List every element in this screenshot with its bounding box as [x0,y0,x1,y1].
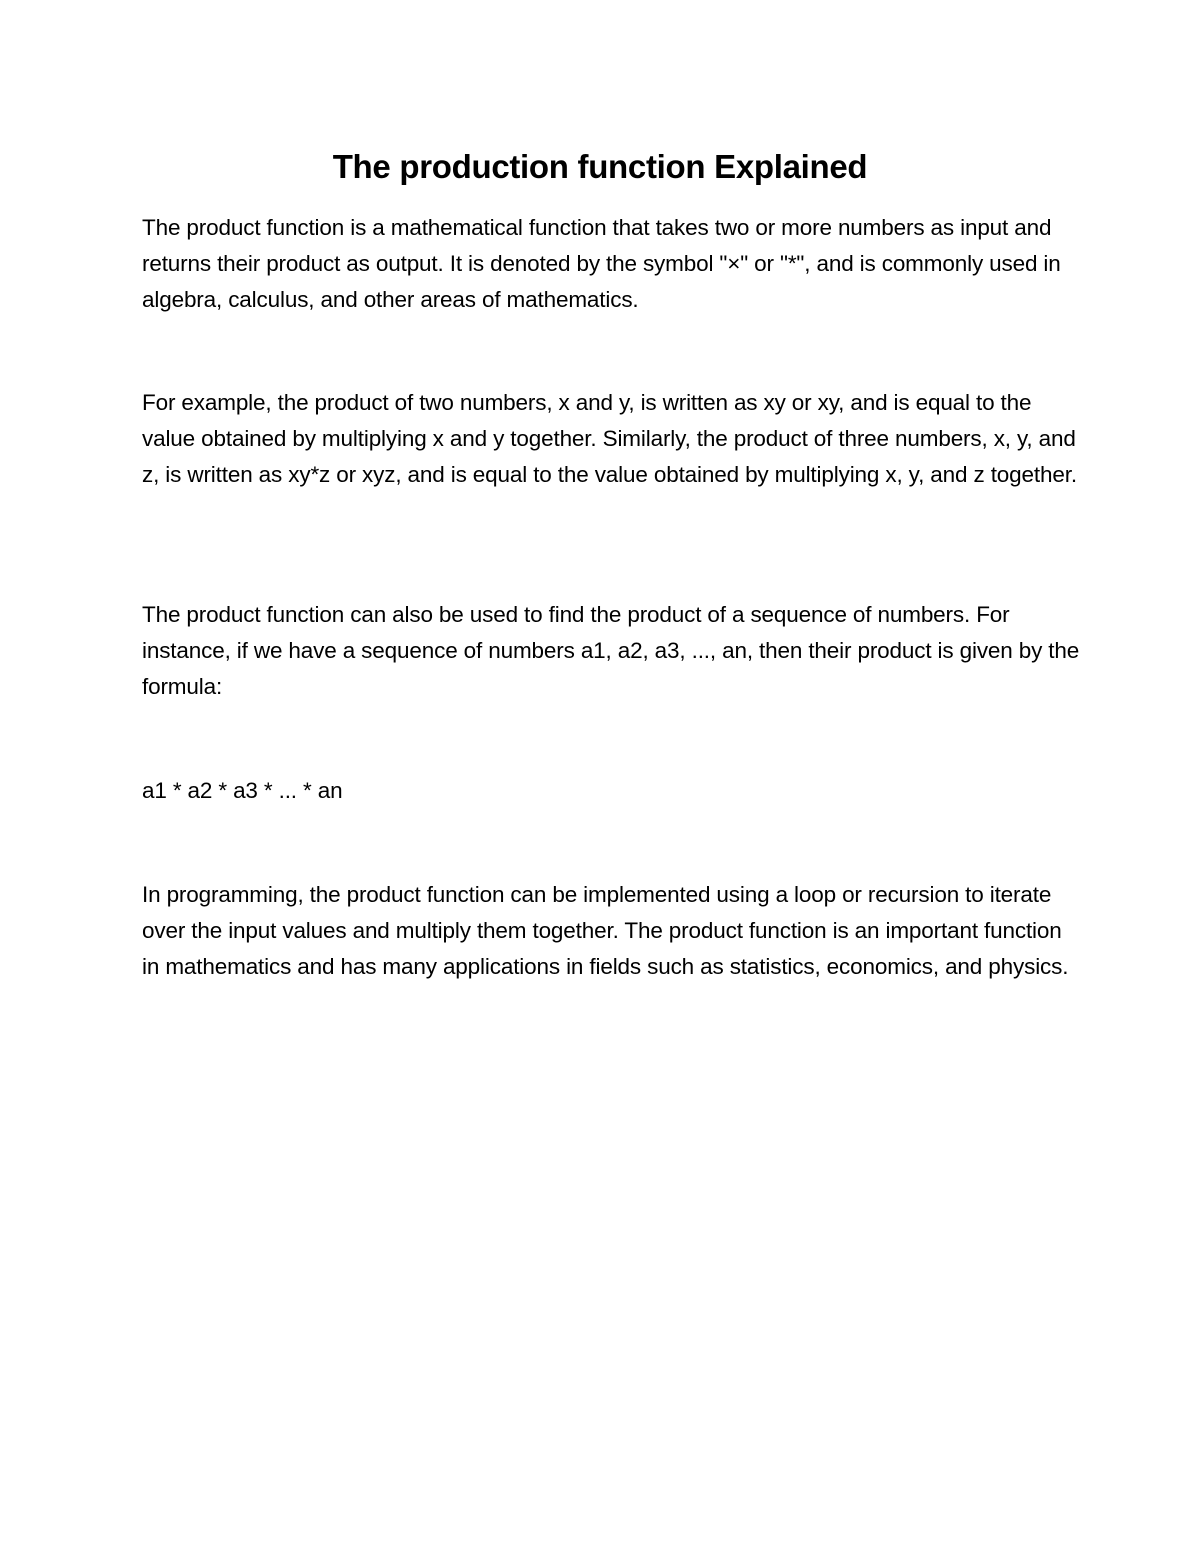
paragraph-example: For example, the product of two numbers, x and y, is written as xy or xy, and is equal to the value obtained by multiplying x and y together. Similarly, the product of three numbers, x, y, and z, is written as xy*z or xyz, and is equal to the value obtained by multiplying x, y, and z together. [142,390,1077,487]
paragraph-sequence: The product function can also be used to find the product of a sequence of numbers. For instance, if we have a sequence of numbers a1, a2, a3, ..., an, then their product is given by the formula: [142,602,1080,699]
paragraph-programming: In programming, the product function can be implemented using a loop or recursion to iterate over the input values and multiply them together. The product function is an important function in mathematics and has many applications in fields such as statistics, economics, and physics. [142,882,1069,979]
paragraph-definition: The product function is a mathematical function that takes two or more numbers as input and returns their product as output. It is denoted by the symbol "×" or "*", and is commonly used in algebra, calculus, and other areas of mathematics. [142,215,1061,312]
formula: a1 * a2 * a3 * ... * an [142,778,343,803]
document-title: The production function Explained [332,148,868,185]
